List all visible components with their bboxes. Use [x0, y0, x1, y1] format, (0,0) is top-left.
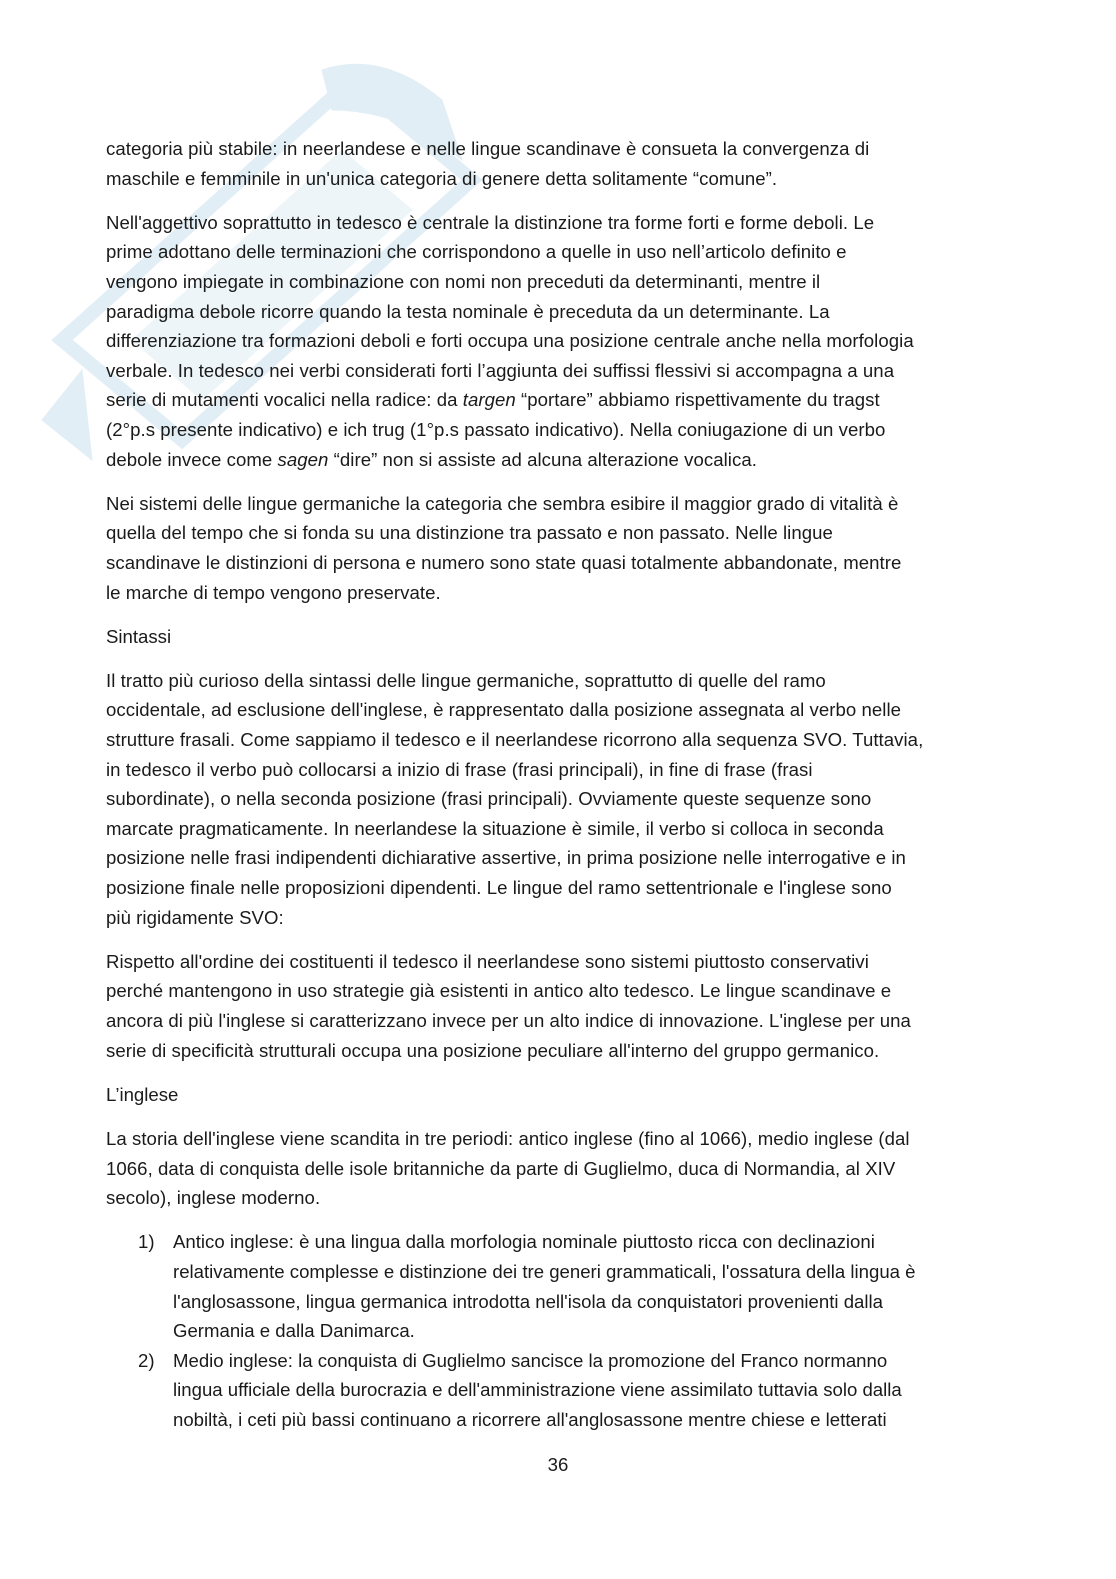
text-line: Rispetto all'ordine dei costituenti il tedesco il neerlandese sono sistemi piuttosto conservativi	[106, 950, 869, 972]
text-line: lingua ufficiale della burocrazia e dell'amministrazione viene assimilato tuttavia solo dalla	[173, 1379, 902, 1401]
text-line: nobiltà, i ceti più bassi continuano a ricorrere all'anglosassone mentre chiese e letterati	[173, 1408, 887, 1430]
text-segment: serie di mutamenti vocalici nella radice: da	[106, 389, 463, 411]
section-heading-sintassi: Sintassi	[106, 625, 172, 647]
text-segment: “portare” abbiamo rispettivamente du tragst	[515, 389, 880, 411]
paragraph-tempo	[106, 489, 1006, 607]
text-line: Il tratto più curioso della sintassi delle lingue germaniche, soprattutto di quelle del ramo	[106, 669, 826, 691]
text-line: perché mantengono in uso strategie già esistenti in antico alto tedesco. Le lingue scandinave e	[106, 980, 892, 1002]
text-segment: debole invece come	[106, 448, 278, 470]
text-line: La storia dell'inglese viene scandita in tre periodi: antico inglese (fino al 1066), medio inglese (dal	[106, 1127, 910, 1149]
text-line: (2°p.s presente indicativo) e ich trug (1°p.s passato indicativo). Nella coniugazione di un verbo	[106, 418, 886, 440]
text-line: maschile e femminile in un'unica categoria di genere detta solitamente “comune”.	[106, 167, 778, 189]
text-line: secolo), inglese moderno.	[106, 1187, 321, 1209]
text-line: differenziazione tra formazioni deboli e forti occupa una posizione centrale anche nella morfologia	[106, 330, 914, 352]
list-marker: 2)	[138, 1349, 155, 1371]
text-line	[106, 445, 1006, 475]
text-segment: “dire” non si assiste ad alcuna alterazione vocalica.	[328, 448, 757, 470]
italic-term: targen	[462, 389, 516, 411]
list-item	[106, 1346, 1006, 1435]
text-line: prime adottano delle terminazioni che corrispondono a quelle in uso nell’articolo definito e	[106, 241, 847, 263]
paragraph-genere	[106, 134, 1006, 193]
text-line: Germania e dalla Danimarca.	[173, 1320, 415, 1342]
text-line: Antico inglese: è una lingua dalla morfologia nominale piuttosto ricca con declinazioni	[173, 1231, 875, 1253]
text-line: verbale. In tedesco nei verbi considerati forti l’aggiunta dei suffissi flessivi si accompagna a una	[106, 359, 895, 381]
text-line: Medio inglese: la conquista di Guglielmo sancisce la promozione del Franco normanno	[173, 1349, 888, 1371]
text-line: serie di specificità strutturali occupa una posizione peculiare all'interno del gruppo germanico.	[106, 1039, 880, 1061]
paragraph-storia-inglese	[106, 1124, 1006, 1213]
text-line: ancora di più l'inglese si caratterizzano invece per un alto indice di innovazione. L'inglese per una	[106, 1010, 911, 1031]
text-line: strutture frasali. Come sappiamo il tedesco e il neerlandese ricorrono alla sequenza SVO. Tuttavia,	[106, 729, 924, 751]
text-line: relativamente complesse e distinzione dei tre generi grammaticali, l'ossatura della lingua è	[173, 1260, 916, 1282]
text-line: l'anglosassone, lingua germanica introdotta nell'isola da conquistatori provenienti dalla	[173, 1290, 883, 1312]
text-line: occidentale, ad esclusione dell'inglese, è rappresentato dalla posizione assegnata al verbo nelle	[106, 699, 902, 721]
section-heading-inglese: L’inglese	[106, 1083, 179, 1105]
paragraph-costituenti	[106, 947, 1006, 1065]
text-line: paradigma debole ricorre quando la testa nominale è preceduta da un determinante. La	[106, 300, 830, 322]
text-line: categoria più stabile: in neerlandese e nelle lingue scandinave è consueta la convergenza di	[106, 138, 870, 159]
text-line: più rigidamente SVO:	[106, 906, 284, 928]
text-line: subordinate), o nella seconda posizione (frasi principali). Ovviamente queste sequenze sono	[106, 788, 872, 810]
text-line: Nei sistemi delle lingue germaniche la categoria che sembra esibire il maggior grado di vitalità è	[106, 492, 899, 514]
periods-list	[106, 1227, 1006, 1434]
text-line	[106, 385, 1006, 415]
text-line: posizione nelle frasi indipendenti dichiarative assertive, in prima posizione nelle interrogative e in	[106, 847, 906, 869]
text-line: 1066, data di conquista delle isole britanniche da parte di Guglielmo, duca di Normandia, al XIV	[106, 1157, 896, 1179]
text-line: Nell'aggettivo soprattutto in tedesco è centrale la distinzione tra forme forti e forme deboli. Le	[106, 211, 875, 233]
list-item	[106, 1227, 1006, 1345]
text-line: marcate pragmaticamente. In neerlandese la situazione è simile, il verbo si colloca in seconda	[106, 817, 884, 839]
text-line: posizione finale nelle proposizioni dipendenti. Le lingue del ramo settentrionale e l'inglese sono	[106, 877, 892, 899]
paragraph-aggettivo	[106, 208, 1006, 474]
text-line: scandinave le distinzioni di persona e numero sono state quasi totalmente abbandonate, mentre	[106, 551, 902, 573]
text-line: vengono impiegate in combinazione con nomi non preceduti da determinanti, mentre il	[106, 270, 821, 292]
italic-term: sagen	[277, 448, 329, 470]
document-page	[106, 134, 1006, 1435]
paragraph-sintassi	[106, 666, 1006, 932]
page-number: 36	[547, 1454, 569, 1475]
list-marker: 1)	[138, 1231, 155, 1253]
text-line: in tedesco il verbo può collocarsi a inizio di frase (frasi principali), in fine di frase (frasi	[106, 758, 813, 780]
text-line: le marche di tempo vengono preservate.	[106, 581, 441, 603]
text-line: quella del tempo che si fonda su una distinzione tra passato e non passato. Nelle lingue	[106, 522, 833, 544]
